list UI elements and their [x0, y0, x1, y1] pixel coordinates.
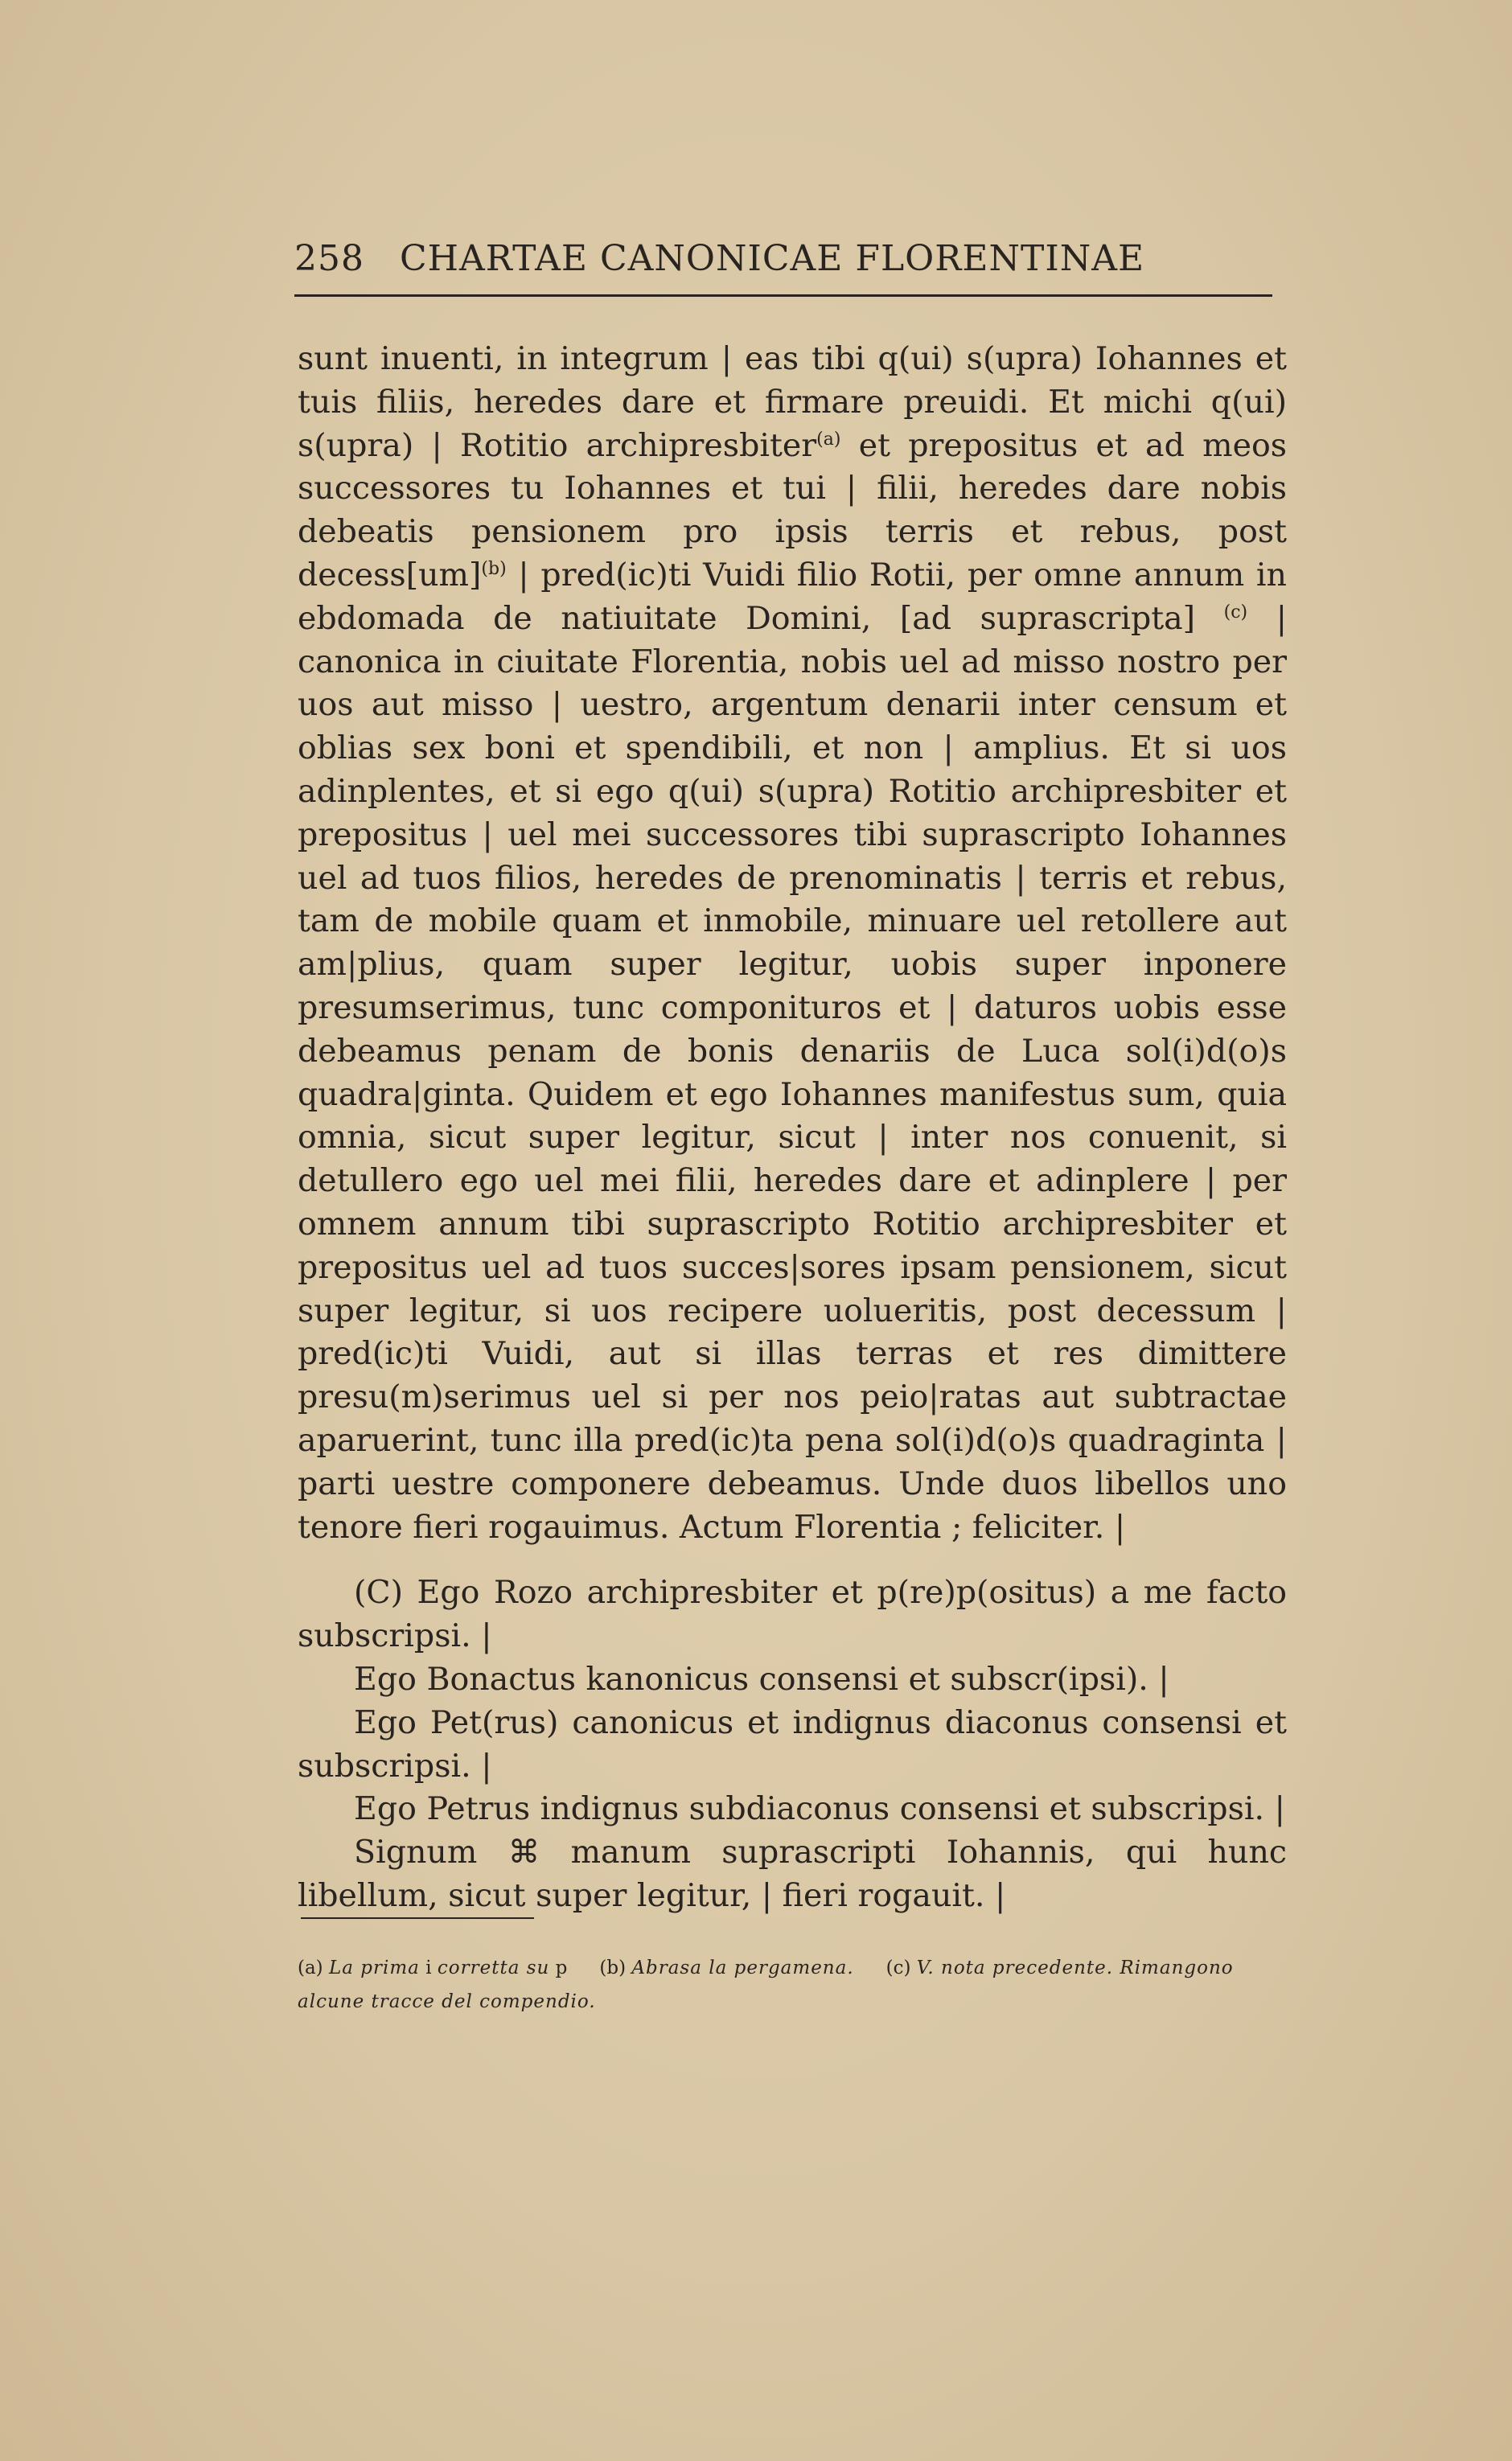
- footnote-rule: [301, 1917, 534, 1919]
- header-rule: [294, 294, 1272, 297]
- signum-line: [298, 1831, 1287, 1918]
- running-header: [294, 238, 1272, 279]
- subscription-petrus-subdiaconus: Ego Petrus indignus subdiaconus consensi et subscripsi. |: [354, 1790, 1285, 1828]
- footnote-b-mark: (b): [599, 1958, 627, 1978]
- page-number: 258: [294, 238, 364, 279]
- text-segment-2: et prepositus et ad meos successores tu Iohannes et tui | filii, heredes dare nobis debeatis pensionem pro ipsis terris et rebus, post decess[um]: [298, 426, 1288, 594]
- charter-text: [298, 338, 1287, 1549]
- main-text: [298, 338, 1287, 1918]
- text-segment-3: | pred(ic)ti Vuidi filio Rotii, per omne annum in ebdomada de natiuitate Domini, [ad suprascripta]: [298, 556, 1287, 637]
- text-segment-4: | canonica in ciuitate Florentia, nobis uel ad misso nostro per uos aut misso | uestro, argentum denarii inter censum et oblias sex boni et spendibili, et non | amplius. Et si uos adinplentes, et si ego q(ui) s(upra) Rotitio archipresbiter et prepositus | uel mei successores tibi suprascripto Iohannes uel ad tuos filios, heredes de prenominatis | terris et rebus, tam de mobile quam et inmobile, minuare uel retollere aut am|plius, quam super legitur, uobis super inponere presumserimus, tunc componituros et | daturos uobis esse debeamus penam de bonis denariis de Luca sol(i)d(o)s quadra|ginta. Quidem et ego Iohannes manifestus sum, quia omnia, sicut super legitur, sicut | inter nos conuenit, si detullero ego uel mei filii, heredes dare et adinplere | per omnem annum tibi suprascripto Rotitio archipresbiter et prepositus uel ad tuos succes|sores ipsam pensionem, sicut super legitur, si uos recipere uolueritis, post decessum | pred(ic)ti Vuidi, aut si illas terras et res dimittere presu(m)serimus uel si per nos peio|ratas aut subtractae aparuerint, tunc illa pred(ic)ta pena sol(i)d(o)s quadraginta | parti uestre componere debeamus. Unde duos libellos uno tenore fieri rogauimus. Actum Florentia ; feliciter. |: [298, 599, 1288, 1546]
- signum-text: manum suprascripti Iohannis, qui hunc libellum, sicut super legitur, | fieri rogauit. |: [298, 1834, 1288, 1914]
- subscription-rozo: (C) Ego Rozo archipresbiter et p(re)p(ositus) a me facto subscripsi. |: [298, 1574, 1287, 1655]
- footnote-b-text: Abrasa la pergamena.: [631, 1958, 854, 1978]
- signum-cross-icon: ⌘: [507, 1834, 540, 1871]
- subscriptions: [298, 1572, 1287, 1917]
- footnote-a: [298, 1958, 567, 1978]
- subscription-bonactus: Ego Bonactus kanonicus consensi et subscr(ipsi). |: [354, 1660, 1169, 1698]
- footnotes: [298, 1951, 1295, 2019]
- footnote-b: [599, 1958, 853, 1978]
- footnote-a-letter: i: [425, 1958, 432, 1978]
- footnote-a-text: La prima: [328, 1958, 420, 1978]
- footnote-c-text: V. nota precedente. Rimangono alcune tracce del compendio.: [298, 1958, 1234, 2012]
- text-segment-1: sunt inuenti, in integrum | eas tibi q(ui) s(upra) Iohannes et tuis filiis, heredes dare et firmare preuidi. Et michi q(ui) s(upra) | Rotitio archipresbiter: [298, 340, 1287, 464]
- note-mark-c: (c): [1223, 602, 1248, 622]
- running-title: CHARTAE CANONICAE FLORENTINAE: [399, 238, 1145, 279]
- footnote-c-mark: (c): [885, 1958, 911, 1978]
- footnote-a-letter-2: p: [555, 1958, 568, 1978]
- signum-label: Signum: [354, 1834, 478, 1871]
- note-mark-a: (a): [816, 429, 841, 450]
- footnote-a-mark: (a): [298, 1958, 323, 1978]
- footnote-a-text-2: corretta su: [437, 1958, 550, 1978]
- subscription-petrus-diaconus: Ego Pet(rus) canonicus et indignus diaconus consensi et subscripsi. |: [298, 1703, 1287, 1785]
- note-mark-b: (b): [481, 558, 507, 579]
